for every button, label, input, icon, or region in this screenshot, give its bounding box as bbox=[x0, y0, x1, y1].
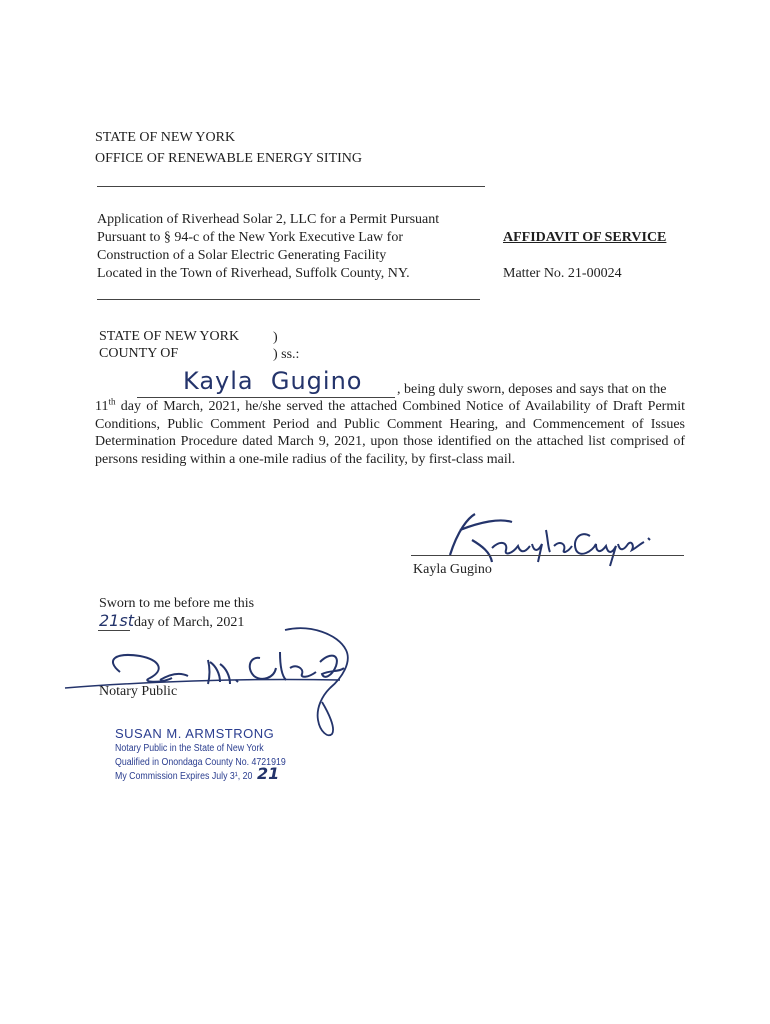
caption-line-2: Pursuant to § 94-c of the New York Executive Law for bbox=[97, 230, 403, 245]
venue-paren: ) bbox=[273, 330, 278, 345]
stamp-line-3: My Commission Expires July 3¹, 20 bbox=[115, 771, 253, 782]
venue-state: STATE OF NEW YORK bbox=[99, 329, 240, 344]
caption-line-3: Construction of a Solar Electric Generating Facility bbox=[97, 248, 387, 263]
affidavit-line-1: , being duly sworn, deposes and says that on the bbox=[397, 382, 667, 397]
caption-line-4: Located in the Town of Riverhead, Suffolk County, NY. bbox=[97, 266, 410, 281]
jurat-handwritten-day: 21st bbox=[99, 611, 134, 630]
jurat-sworn: Sworn to me before me this bbox=[99, 596, 255, 611]
stamp-line-1: Notary Public in the State of New York bbox=[115, 743, 264, 754]
affiant-signature-line bbox=[411, 555, 684, 556]
affiant-printed-name: Kayla Gugino bbox=[413, 562, 492, 577]
header-office: OFFICE OF RENEWABLE ENERGY SITING bbox=[95, 151, 363, 166]
document-title: AFFIDAVIT OF SERVICE bbox=[503, 230, 667, 245]
caption-line-1: Application of Riverhead Solar 2, LLC for a Permit Pursuant bbox=[97, 212, 440, 227]
service-day-suffix: th bbox=[108, 396, 116, 407]
header-state: STATE OF NEW YORK bbox=[95, 130, 236, 145]
jurat-date: day of March, 2021 bbox=[134, 615, 245, 630]
header-rule bbox=[97, 186, 485, 187]
affidavit-body bbox=[95, 398, 685, 468]
stamp-notary-name: SUSAN M. ARMSTRONG bbox=[115, 726, 275, 741]
stamp-line-2: Qualified in Onondaga County No. 4721919 bbox=[115, 757, 286, 768]
venue-county: COUNTY OF bbox=[99, 346, 179, 361]
affidavit-body-text: day of March, 2021, he/she served the attached Combined Notice of Availability of Draft Permit Conditions, Public Comment Period and Public Comment Hearing, and Commencement of Issues Determination Procedure dated March 9, 2021, upon those identified on the attached list comprised of persons residing within a one-mile radius of the facility, by first-class mail. bbox=[95, 399, 685, 467]
caption-rule bbox=[97, 299, 480, 300]
stamp-handwritten-year: 21 bbox=[257, 764, 280, 783]
venue-ss: ) ss.: bbox=[273, 347, 300, 362]
notary-label: Notary Public bbox=[99, 684, 178, 699]
notary-signature bbox=[60, 622, 360, 742]
handwritten-affiant-name: Kayla Gugino bbox=[183, 367, 363, 395]
matter-number: Matter No. 21-00024 bbox=[503, 266, 622, 281]
service-day: 11 bbox=[95, 399, 109, 414]
